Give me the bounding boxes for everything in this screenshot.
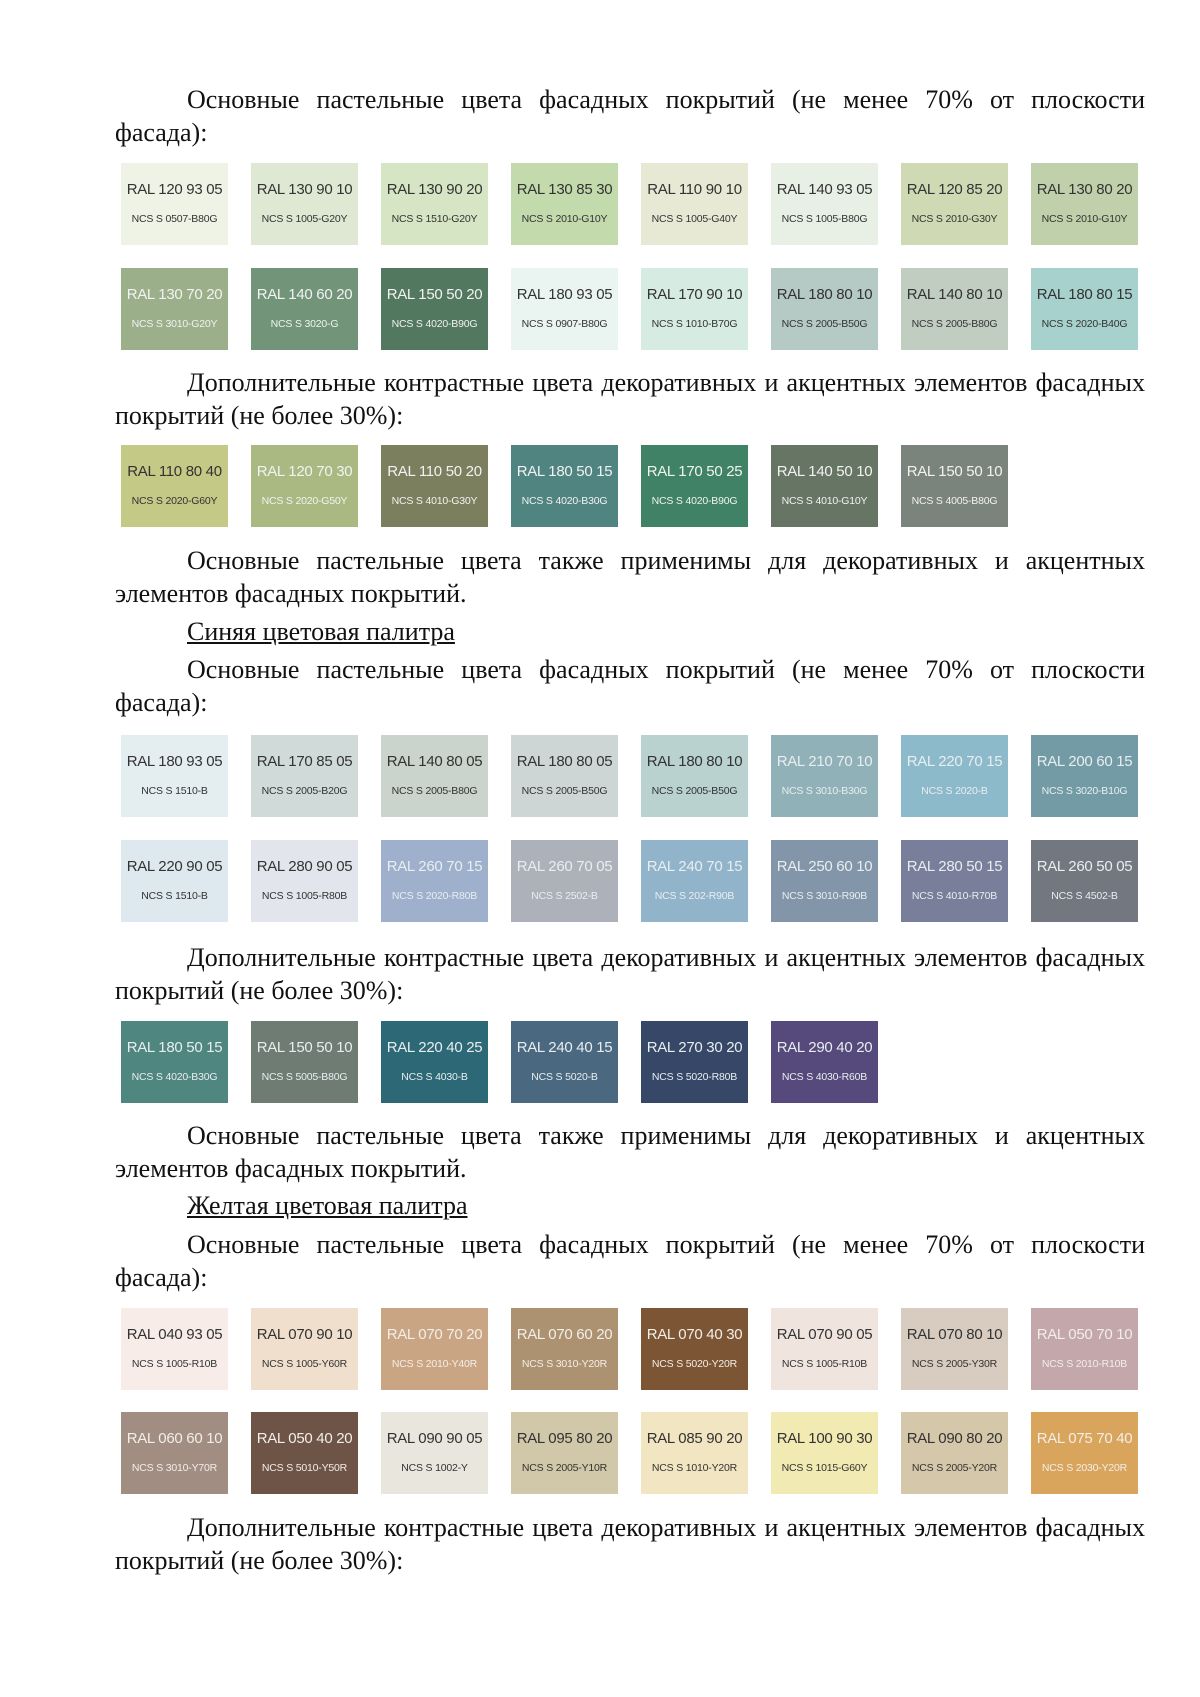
swatch-ncs-code: NCS S 1005-R80B — [261, 890, 348, 902]
swatch-ral-code: RAL 110 50 20 — [387, 463, 482, 480]
color-swatch — [511, 1308, 618, 1390]
color-swatch — [121, 1021, 228, 1103]
color-swatch — [121, 163, 228, 245]
swatch-ncs-code: NCS S 2010-R10B — [1041, 1358, 1128, 1370]
swatch-ncs-code: NCS S 3010-Y20R — [521, 1358, 608, 1370]
swatch-ral-code: RAL 270 30 20 — [646, 1039, 743, 1056]
color-swatch — [901, 268, 1008, 350]
swatch-ncs-code: NCS S 5010-Y50R — [261, 1462, 348, 1474]
swatch-ral-code: RAL 170 50 25 — [646, 463, 743, 480]
color-swatch — [251, 163, 358, 245]
swatch-ncs-code: NCS S 4020-B90G — [651, 495, 738, 507]
swatch-ral-code: RAL 180 80 15 — [1036, 286, 1133, 303]
swatch-ral-code: RAL 180 50 15 — [126, 1039, 223, 1056]
heading-blue-palette: Синяя цветовая палитра — [187, 617, 455, 646]
color-swatch — [641, 445, 748, 527]
color-swatch — [641, 735, 748, 817]
color-swatch — [1031, 735, 1138, 817]
swatch-ncs-code: NCS S 2005-B80G — [391, 785, 478, 797]
swatch-ral-code: RAL 210 70 10 — [776, 753, 873, 770]
swatch-ral-code: RAL 110 80 40 — [127, 463, 222, 480]
color-swatch — [251, 735, 358, 817]
swatch-ncs-code: NCS S 4010-G10Y — [781, 495, 868, 507]
color-swatch — [641, 1021, 748, 1103]
color-swatch — [901, 735, 1008, 817]
color-swatch — [771, 735, 878, 817]
swatch-ral-code: RAL 220 40 25 — [386, 1039, 483, 1056]
swatch-ral-code: RAL 180 93 05 — [516, 286, 613, 303]
swatch-ral-code: RAL 150 50 10 — [256, 1039, 353, 1056]
swatch-ral-code: RAL 040 93 05 — [126, 1326, 223, 1343]
swatch-ral-code: RAL 240 70 15 — [646, 858, 743, 875]
swatch-ral-code: RAL 280 90 05 — [256, 858, 353, 875]
swatch-ncs-code: NCS S 4502-B — [1051, 890, 1118, 902]
swatch-ral-code: RAL 280 50 15 — [906, 858, 1003, 875]
swatch-ncs-code: NCS S 1005-R10B — [131, 1358, 218, 1370]
swatch-ral-code: RAL 070 40 30 — [646, 1326, 743, 1343]
color-swatch — [901, 1412, 1008, 1494]
paragraph-yellow-accent: Дополнительные контрастные цвета декоративных и акцентных элементов фасадных покрытий (не более 30%): — [115, 1513, 1145, 1575]
swatch-ncs-code: NCS S 3010-Y70R — [131, 1462, 218, 1474]
color-swatch — [1031, 1308, 1138, 1390]
swatch-ral-code: RAL 140 93 05 — [776, 181, 873, 198]
swatch-ral-code: RAL 070 70 20 — [386, 1326, 483, 1343]
heading-yellow-palette: Желтая цветовая палитра — [187, 1191, 468, 1220]
swatch-ncs-code: NCS S 0907-B80G — [521, 318, 608, 330]
color-swatch — [511, 1412, 618, 1494]
paragraph-yellow-main: Основные пастельные цвета фасадных покрытий (не менее 70% от плоскости фасада): — [115, 1230, 1145, 1292]
color-swatch — [771, 840, 878, 922]
color-swatch — [1031, 268, 1138, 350]
swatch-ncs-code: NCS S 4020-B90G — [391, 318, 478, 330]
swatch-ncs-code: NCS S 5020-B — [531, 1071, 598, 1083]
color-swatch — [251, 445, 358, 527]
swatch-ncs-code: NCS S 4030-R60B — [781, 1071, 868, 1083]
color-swatch — [771, 268, 878, 350]
color-swatch — [251, 840, 358, 922]
swatch-ral-code: RAL 070 60 20 — [516, 1326, 613, 1343]
swatch-ral-code: RAL 130 80 20 — [1036, 181, 1133, 198]
swatch-ncs-code: NCS S 2005-B50G — [521, 785, 608, 797]
swatch-ral-code: RAL 050 40 20 — [256, 1430, 353, 1447]
color-swatch — [511, 735, 618, 817]
swatch-ncs-code: NCS S 5020-R80B — [651, 1071, 738, 1083]
color-swatch — [901, 1308, 1008, 1390]
swatch-ncs-code: NCS S 2010-G10Y — [521, 213, 608, 225]
swatch-ncs-code: NCS S 5005-B80G — [261, 1071, 348, 1083]
color-swatch — [641, 163, 748, 245]
swatch-ral-code: RAL 140 60 20 — [256, 286, 353, 303]
swatch-ral-code: RAL 130 90 10 — [256, 181, 353, 198]
swatch-ral-code: RAL 130 70 20 — [126, 286, 223, 303]
swatch-ncs-code: NCS S 1005-B80G — [781, 213, 868, 225]
swatch-ral-code: RAL 130 85 30 — [516, 181, 613, 198]
color-swatch — [511, 840, 618, 922]
color-swatch — [121, 268, 228, 350]
swatch-ncs-code: NCS S 2005-B50G — [651, 785, 738, 797]
swatch-ral-code: RAL 070 90 05 — [776, 1326, 873, 1343]
color-swatch — [511, 268, 618, 350]
swatch-ral-code: RAL 240 40 15 — [516, 1039, 613, 1056]
swatch-ncs-code: NCS S 3020-B10G — [1041, 785, 1128, 797]
swatch-ral-code: RAL 260 50 05 — [1036, 858, 1133, 875]
paragraph-green-accent: Дополнительные контрастные цвета декоративных и акцентных элементов фасадных покрытий (не более 30%): — [115, 368, 1145, 430]
swatch-ncs-code: NCS S 2010-Y40R — [391, 1358, 478, 1370]
color-swatch — [251, 268, 358, 350]
color-swatch — [641, 840, 748, 922]
color-swatch — [1031, 1412, 1138, 1494]
color-swatch — [251, 1308, 358, 1390]
swatch-ncs-code: NCS S 1005-G40Y — [651, 213, 738, 225]
swatch-ncs-code: NCS S 2005-Y20R — [911, 1462, 998, 1474]
color-swatch — [381, 1412, 488, 1494]
color-swatch — [641, 1412, 748, 1494]
swatch-ral-code: RAL 150 50 20 — [386, 286, 483, 303]
swatch-ncs-code: NCS S 3010-G20Y — [131, 318, 218, 330]
color-swatch — [381, 163, 488, 245]
swatch-ral-code: RAL 170 85 05 — [256, 753, 353, 770]
swatch-ncs-code: NCS S 2020-G60Y — [131, 495, 218, 507]
paragraph-blue-main: Основные пастельные цвета фасадных покрытий (не менее 70% от плоскости фасада): — [115, 655, 1145, 717]
swatch-ncs-code: NCS S 3020-G — [270, 318, 339, 330]
swatch-ral-code: RAL 090 90 05 — [386, 1430, 483, 1447]
swatch-ncs-code: NCS S 2030-Y20R — [1041, 1462, 1128, 1474]
color-swatch — [381, 840, 488, 922]
swatch-ral-code: RAL 095 80 20 — [516, 1430, 613, 1447]
swatch-ral-code: RAL 070 80 10 — [906, 1326, 1003, 1343]
swatch-ral-code: RAL 050 70 10 — [1036, 1326, 1133, 1343]
color-swatch — [511, 163, 618, 245]
color-swatch — [121, 445, 228, 527]
color-swatch — [121, 840, 228, 922]
color-swatch — [121, 1308, 228, 1390]
color-swatch — [641, 268, 748, 350]
swatch-ncs-code: NCS S 4005-B80G — [911, 495, 998, 507]
swatch-ncs-code: NCS S 2010-G30Y — [911, 213, 998, 225]
swatch-ncs-code: NCS S 2005-B50G — [781, 318, 868, 330]
swatch-ral-code: RAL 085 90 20 — [646, 1430, 743, 1447]
swatch-ncs-code: NCS S 1005-G20Y — [261, 213, 348, 225]
swatch-ral-code: RAL 260 70 15 — [386, 858, 483, 875]
swatch-ncs-code: NCS S 4010-G30Y — [391, 495, 478, 507]
swatch-ncs-code: NCS S 1510-B — [141, 785, 208, 797]
color-swatch — [381, 1308, 488, 1390]
color-swatch — [901, 840, 1008, 922]
color-swatch — [901, 163, 1008, 245]
swatch-ral-code: RAL 090 80 20 — [906, 1430, 1003, 1447]
swatch-ncs-code: NCS S 5020-Y20R — [651, 1358, 738, 1370]
color-swatch — [381, 735, 488, 817]
swatch-ral-code: RAL 180 80 05 — [516, 753, 613, 770]
swatch-ral-code: RAL 180 80 10 — [646, 753, 743, 770]
swatch-ral-code: RAL 140 80 05 — [386, 753, 483, 770]
swatch-ncs-code: NCS S 2005-Y10R — [521, 1462, 608, 1474]
swatch-ncs-code: NCS S 2010-G10Y — [1041, 213, 1128, 225]
swatch-ral-code: RAL 100 90 30 — [776, 1430, 873, 1447]
swatch-ncs-code: NCS S 1010-B70G — [651, 318, 738, 330]
swatch-ncs-code: NCS S 2502-B — [531, 890, 598, 902]
color-swatch — [771, 1308, 878, 1390]
swatch-ral-code: RAL 150 50 10 — [906, 463, 1003, 480]
swatch-ncs-code: NCS S 2005-B80G — [911, 318, 998, 330]
swatch-ral-code: RAL 220 70 15 — [906, 753, 1003, 770]
swatch-ral-code: RAL 060 60 10 — [126, 1430, 223, 1447]
swatch-ncs-code: NCS S 2020-G50Y — [261, 495, 348, 507]
swatch-ncs-code: NCS S 2005-Y30R — [911, 1358, 998, 1370]
swatch-ral-code: RAL 200 60 15 — [1036, 753, 1133, 770]
swatch-ncs-code: NCS S 1002-Y — [401, 1462, 468, 1474]
swatch-ncs-code: NCS S 4030-B — [401, 1071, 468, 1083]
swatch-ncs-code: NCS S 2020-B40G — [1041, 318, 1128, 330]
swatch-ral-code: RAL 140 80 10 — [906, 286, 1003, 303]
swatch-ral-code: RAL 170 90 10 — [646, 286, 743, 303]
color-swatch — [771, 163, 878, 245]
color-swatch — [251, 1412, 358, 1494]
swatch-ral-code: RAL 070 90 10 — [256, 1326, 353, 1343]
color-swatch — [771, 1412, 878, 1494]
paragraph-green-note: Основные пастельные цвета также применимы для декоративных и акцентных элементов фасадных покрытий. — [115, 546, 1145, 608]
color-swatch — [381, 1021, 488, 1103]
swatch-ral-code: RAL 180 93 05 — [126, 753, 223, 770]
swatch-ral-code: RAL 250 60 10 — [776, 858, 873, 875]
swatch-ncs-code: NCS S 1510-G20Y — [391, 213, 478, 225]
swatch-ncs-code: NCS S 4020-B30G — [521, 495, 608, 507]
swatch-ral-code: RAL 220 90 05 — [126, 858, 223, 875]
swatch-ncs-code: NCS S 1005-R10B — [781, 1358, 868, 1370]
swatch-ncs-code: NCS S 3010-R90B — [781, 890, 868, 902]
swatch-ral-code: RAL 120 85 20 — [906, 181, 1003, 198]
swatch-ncs-code: NCS S 1010-Y20R — [651, 1462, 738, 1474]
swatch-ral-code: RAL 260 70 05 — [516, 858, 613, 875]
swatch-ral-code: RAL 290 40 20 — [776, 1039, 873, 1056]
color-swatch — [121, 1412, 228, 1494]
color-swatch — [251, 1021, 358, 1103]
swatch-ral-code: RAL 075 70 40 — [1036, 1430, 1133, 1447]
swatch-ncs-code: NCS S 1015-G60Y — [781, 1462, 868, 1474]
swatch-ncs-code: NCS S 4010-R70B — [911, 890, 998, 902]
swatch-ncs-code: NCS S 1510-B — [141, 890, 208, 902]
color-swatch — [381, 268, 488, 350]
color-swatch — [121, 735, 228, 817]
color-swatch — [511, 1021, 618, 1103]
paragraph-green-main: Основные пастельные цвета фасадных покрытий (не менее 70% от плоскости фасада): — [115, 85, 1145, 147]
swatch-ral-code: RAL 140 50 10 — [776, 463, 873, 480]
color-swatch — [511, 445, 618, 527]
color-swatch — [1031, 163, 1138, 245]
swatch-ral-code: RAL 110 90 10 — [647, 181, 742, 198]
color-swatch — [771, 445, 878, 527]
paragraph-blue-accent: Дополнительные контрастные цвета декоративных и акцентных элементов фасадных покрытий (не более 30%): — [115, 943, 1145, 1005]
swatch-ncs-code: NCS S 0507-B80G — [131, 213, 218, 225]
swatch-ral-code: RAL 120 93 05 — [126, 181, 223, 198]
swatch-ral-code: RAL 180 80 10 — [776, 286, 873, 303]
paragraph-blue-note: Основные пастельные цвета также применимы для декоративных и акцентных элементов фасадных покрытий. — [115, 1121, 1145, 1183]
swatch-ncs-code: NCS S 2020-B — [921, 785, 988, 797]
swatch-ral-code: RAL 120 70 30 — [256, 463, 353, 480]
color-swatch — [641, 1308, 748, 1390]
swatch-ncs-code: NCS S 1005-Y60R — [261, 1358, 348, 1370]
swatch-ral-code: RAL 130 90 20 — [386, 181, 483, 198]
swatch-ncs-code: NCS S 2005-B20G — [261, 785, 348, 797]
color-swatch — [1031, 840, 1138, 922]
color-swatch — [381, 445, 488, 527]
swatch-ncs-code: NCS S 3010-B30G — [781, 785, 868, 797]
swatch-ncs-code: NCS S 2020-R80B — [391, 890, 478, 902]
swatch-ncs-code: NCS S 202-R90B — [654, 890, 735, 902]
color-swatch — [771, 1021, 878, 1103]
color-swatch — [901, 445, 1008, 527]
swatch-ral-code: RAL 180 50 15 — [516, 463, 613, 480]
swatch-ncs-code: NCS S 4020-B30G — [131, 1071, 218, 1083]
